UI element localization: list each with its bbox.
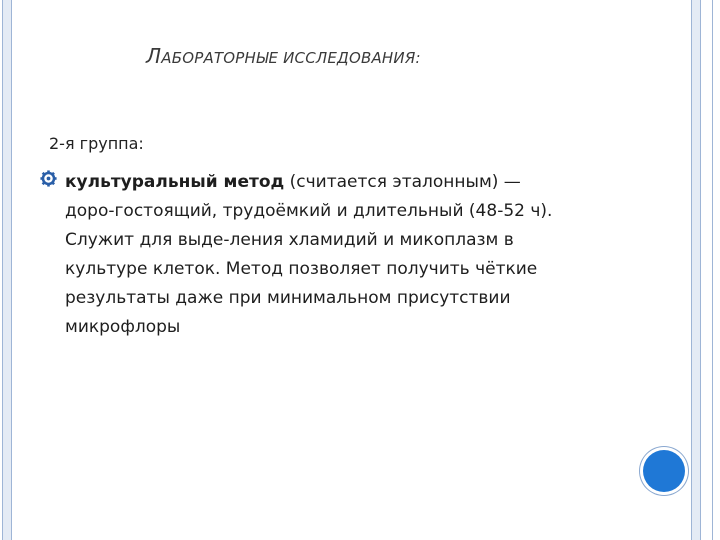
bullet-line-4-term: культуре клеток <box>65 259 215 279</box>
title-text: АБОРАТОРНЫЕ ИССЛЕДОВАНИЯ: <box>161 49 421 67</box>
bullet-line-4 <box>65 255 625 284</box>
gear-bullet-icon <box>40 170 57 187</box>
title-initial: Л <box>146 44 162 68</box>
bullet-line-1 <box>65 168 625 197</box>
bullet-line-1-rest: (считается эталонным) — <box>284 172 521 192</box>
right-decorative-frame <box>691 0 701 540</box>
slide-nav-circle-button[interactable] <box>643 450 685 492</box>
bullet-line-5: результаты даже при минимальном присутствии <box>65 288 511 308</box>
bullet-line-2: доро-гостоящий, трудоёмкий и длительный (48-52 ч). <box>65 201 553 221</box>
slide-title <box>146 44 566 68</box>
bullet-text <box>65 168 625 342</box>
left-decorative-frame <box>2 0 12 540</box>
bullet-line-4-rest: . Метод позволяет получить чёткие <box>215 259 538 279</box>
right-frame-outer-line <box>712 0 713 540</box>
bullet-bold-term: культуральный метод <box>65 172 285 192</box>
bullet-line-6: микрофлоры <box>65 317 181 337</box>
bullet-line-3: Служит для выде-ления хламидий и микоплазм в <box>65 230 514 250</box>
group-label: 2-я группа: <box>49 134 144 153</box>
